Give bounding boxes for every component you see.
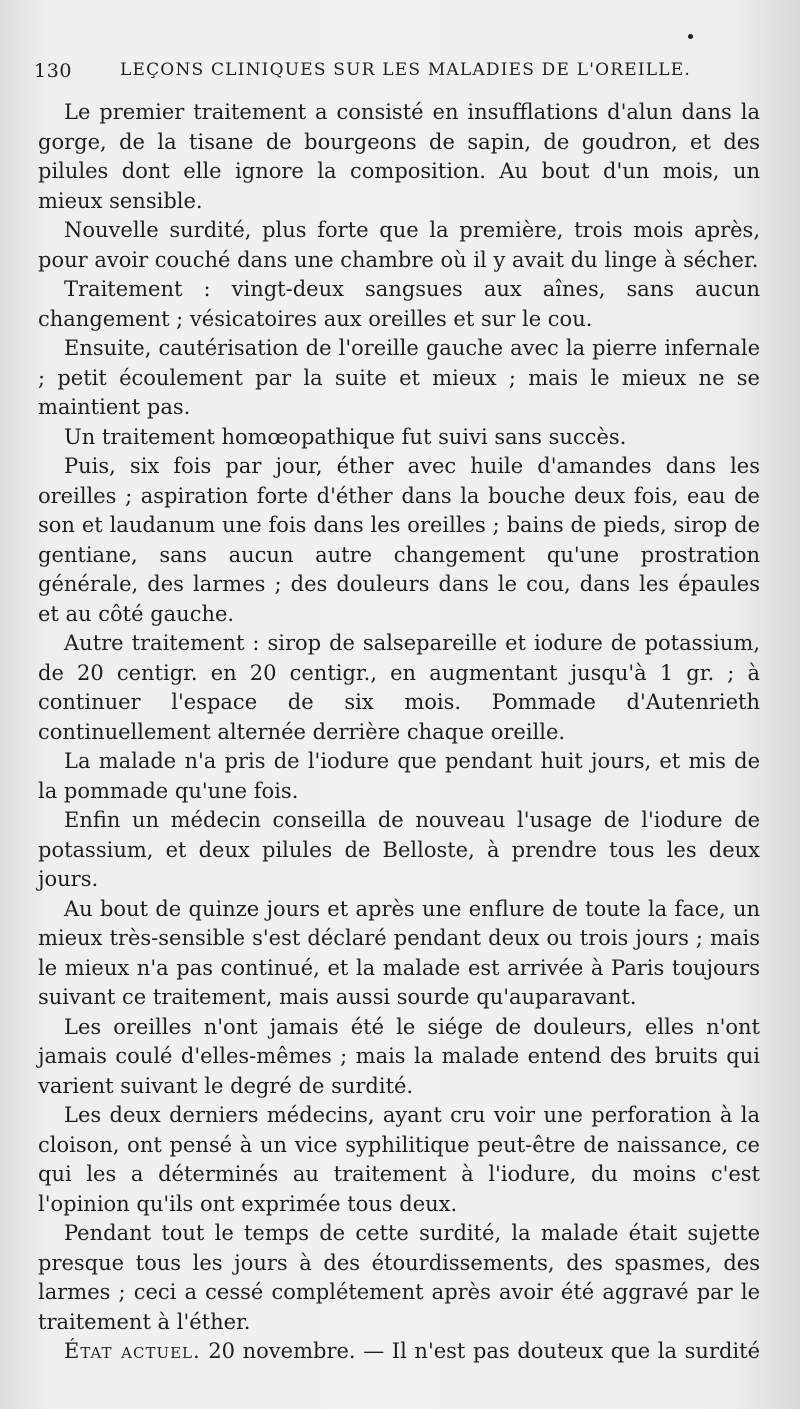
ink-speck [688,34,693,39]
last-paragraph [38,1337,760,1367]
paragraph: Au bout de quinze jours et après une enflure de toute la face, un mieux très-sensible s'est déclaré pendant deux ou trois jours ; mais le mieux n'a pas continué, et la malade est arrivée à Paris toujours suivant ce traitement, mais aussi sourde qu'auparavant. [38,896,760,1009]
body-text [38,98,760,1367]
paragraph: Nouvelle surdité, plus forte que la première, trois mois après, pour avoir couché dans une chambre où il y avait du linge à sécher. [38,218,760,272]
page-header [34,60,774,92]
paragraph: Les oreilles n'ont jamais été le siége de douleurs, elles n'ont jamais coulé d'elles-mêmes ; mais la malade entend des bruits qui varient suivant le degré de surdité. [38,1014,760,1098]
paragraph: Ensuite, cautérisation de l'oreille gauche avec la pierre infernale ; petit écoulement par la suite et mieux ; mais le mieux ne se maintient pas. [38,336,760,419]
paragraph: Le premier traitement a consisté en insufflations d'alun dans la gorge, de la tisane de bourgeons de sapin, de goudron, et des pilules dont elle ignore la composition. Au bout d'un mois, un mieux sensible. [38,100,760,213]
paragraph: Enfin un médecin conseilla de nouveau l'usage de l'iodure de potassium, et deux pilules de Belloste, à prendre tous les deux jours. [38,808,760,891]
running-head: LEÇONS CLINIQUES SUR LES MALADIES DE L'OREILLE. [120,60,691,80]
paragraph: La malade n'a pris de l'iodure que pendant huit jours, et mis de la pommade qu'une fois. [38,749,760,803]
paragraph-text: 20 novembre. — Il n'est pas douteux que la surdité [200,1339,761,1363]
paragraph: Puis, six fois par jour, éther avec huile d'amandes dans les oreilles ; aspiration forte d'éther dans la bouche deux fois, eau de son et laudanum une fois dans les oreilles ; bains de pieds, sirop de gentiane, sans aucun autre changement qu'une prostration générale, des larmes ; des douleurs dans le cou, dans les épaules et au côté gauche. [38,454,760,626]
paragraph: Traitement : vingt-deux sangsues aux aînes, sans aucun changement ; vésicatoires aux oreilles et sur le cou. [38,277,760,331]
paragraph: Autre traitement : sirop de salsepareille et iodure de potassium, de 20 centigr. en 20 centigr., en augmentant jusqu'à 1 gr. ; à continuer l'espace de six mois. Pommade d'Autenrieth continuellement alternée derrière chaque oreille. [38,631,760,744]
paragraph: Pendant tout le temps de cette surdité, la malade était sujette presque tous les jours à des étourdissements, des spasmes, des larmes ; ceci a cessé complétement après avoir été aggravé par le traitement à l'éther. [38,1221,760,1334]
section-lead: État actuel. [64,1339,201,1363]
page-number: 130 [34,60,73,82]
paragraph: Les deux derniers médecins, ayant cru voir une perforation à la cloison, ont pensé à un vice syphilitique peut-être de naissance, ce qui les a déterminés au traitement à l'iodure, du moins c'est l'opinion qu'ils ont exprimée tous deux. [38,1103,760,1216]
paragraph: Un traitement homœopathique fut suivi sans succès. [64,424,627,449]
